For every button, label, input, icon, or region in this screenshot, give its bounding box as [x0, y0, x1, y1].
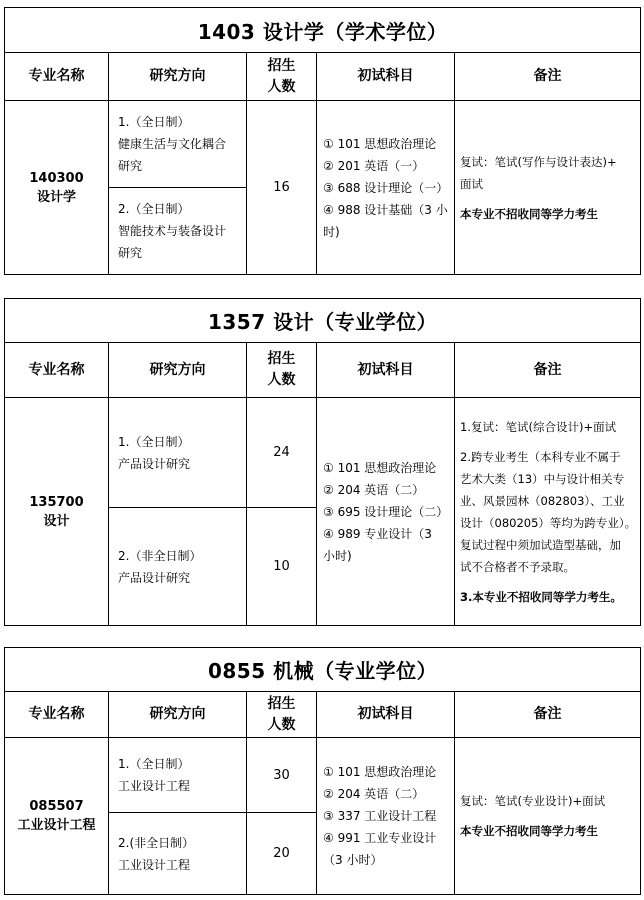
header-subjects: 初试科目 — [317, 692, 455, 738]
header-enroll: 招生 人数 — [247, 53, 317, 101]
header-direction: 研究方向 — [109, 53, 247, 101]
notes-cell: 复试：笔试(写作与设计表达)+ 面试 本专业不招收同等学力考生 — [455, 101, 641, 275]
direction-cell: 2.（全日制） 智能技术与装备设计 研究 — [109, 188, 247, 275]
direction-cell: 1.（全日制） 工业设计工程 — [109, 738, 247, 813]
header-notes: 备注 — [455, 692, 641, 738]
direction-cell: 2.（非全日制） 产品设计研究 — [109, 508, 247, 626]
program-block-1357 — [4, 298, 640, 626]
program-block-1403 — [4, 7, 640, 275]
exam-subjects: ① 101 思想政治理论 ② 204 英语（二） ③ 337 工业设计工程 ④ 991 工业专业设计 （3 小时） — [317, 738, 455, 895]
header-enroll: 招生 人数 — [247, 343, 317, 398]
exam-subjects: ① 101 思想政治理论 ② 201 英语（一） ③ 688 设计理论（一） ④ 988 设计基础（3 小 时) — [317, 101, 455, 275]
exam-subjects: ① 101 思想政治理论 ② 204 英语（二） ③ 695 设计理论（二） ④ 989 专业设计（3 小时) — [317, 398, 455, 626]
program-table — [4, 647, 641, 895]
enroll-count: 30 — [247, 738, 317, 813]
enroll-count: 20 — [247, 813, 317, 895]
header-major: 专业名称 — [5, 692, 109, 738]
header-subjects: 初试科目 — [317, 53, 455, 101]
header-direction: 研究方向 — [109, 343, 247, 398]
header-direction: 研究方向 — [109, 692, 247, 738]
program-table — [4, 298, 641, 626]
major-cell — [5, 101, 109, 275]
program-block-0855 — [4, 647, 640, 895]
header-notes: 备注 — [455, 53, 641, 101]
major-name: 设计 — [43, 513, 70, 529]
major-name: 工业设计工程 — [17, 818, 96, 833]
program-title: 1403 设计学（学术学位） — [5, 8, 641, 53]
notes-cell: 1.复试：笔试(综合设计)+面试 2.跨专业考生（本科专业不属于 艺术大类（13）中与设计相关专 业、风景园林（082803）、工业 设计（080205）等均为跨专业）。 复试过程中须加试造型基础，加 试不合格者不予录取。 3.本专业不招收同等学力考生。 — [455, 398, 641, 626]
header-subjects: 初试科目 — [317, 343, 455, 398]
major-cell — [5, 398, 109, 626]
enroll-count: 24 — [247, 398, 317, 508]
program-table — [4, 7, 641, 275]
major-code: 085507 — [29, 799, 84, 814]
major-code: 135700 — [29, 494, 84, 510]
major-name: 设计学 — [36, 189, 76, 205]
program-title: 0855 机械（专业学位） — [5, 648, 641, 692]
direction-cell: 1.（全日制） 产品设计研究 — [109, 398, 247, 508]
header-notes: 备注 — [455, 343, 641, 398]
enroll-count: 16 — [247, 101, 317, 275]
enroll-count: 10 — [247, 508, 317, 626]
major-cell — [5, 738, 109, 895]
major-code: 140300 — [29, 170, 84, 186]
notes-cell: 复试：笔试(专业设计)+面试 本专业不招收同等学力考生 — [455, 738, 641, 895]
header-major: 专业名称 — [5, 343, 109, 398]
direction-cell: 2.(非全日制） 工业设计工程 — [109, 813, 247, 895]
program-title: 1357 设计（专业学位） — [5, 299, 641, 343]
direction-cell: 1.（全日制） 健康生活与文化耦合 研究 — [109, 101, 247, 188]
header-major: 专业名称 — [5, 53, 109, 101]
header-enroll: 招生 人数 — [247, 692, 317, 738]
